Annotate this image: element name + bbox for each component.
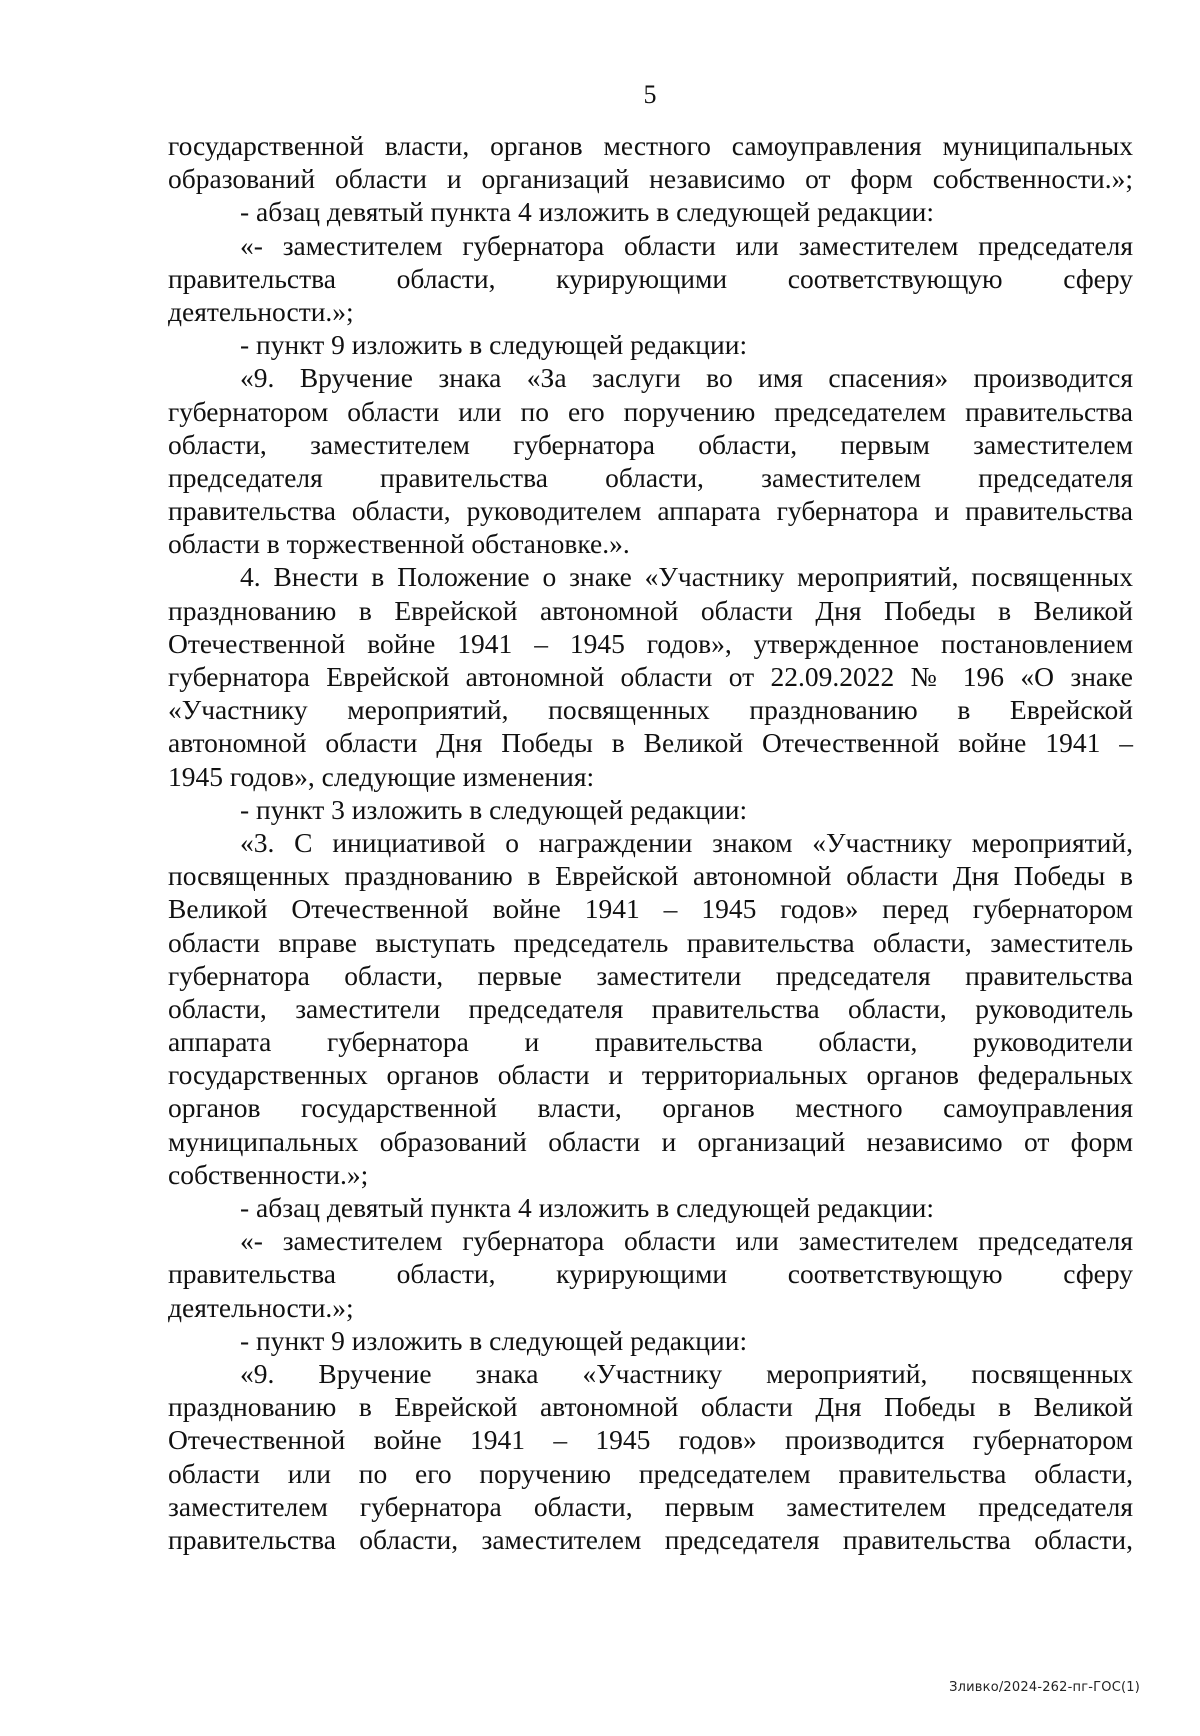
text-line: собственности.»;: [168, 1158, 369, 1190]
text-line: 4. Внести в Положение о знаке «Участнику мероприятий, посвященных: [240, 561, 1133, 593]
text-line: правительства области, курирующими соответствующую сферу: [168, 1258, 1133, 1290]
text-line: «- заместителем губернатора области или заместителем председателя: [240, 229, 1133, 261]
text-line: деятельности.»;: [168, 1291, 354, 1323]
text-line: автономной области Дня Победы в Великой Отечественной войне 1941 –: [168, 727, 1133, 759]
text-line: «Участнику мероприятий, посвященных празднованию в Еврейской: [168, 694, 1133, 726]
text-line: посвященных празднованию в Еврейской автономной области Дня Победы в: [168, 860, 1133, 892]
text-line: правительства области, курирующими соответствующую сферу: [168, 262, 1133, 294]
text-line: аппарата губернатора и правительства области, руководители: [168, 1026, 1133, 1058]
text-line: празднованию в Еврейской автономной области Дня Победы в Великой: [168, 594, 1133, 626]
text-line: области в торжественной обстановке.».: [168, 528, 630, 560]
text-line: - абзац девятый пункта 4 изложить в следующей редакции:: [240, 1192, 935, 1223]
text-line: «9. Вручение знака «Участнику мероприятий, посвященных: [240, 1357, 1133, 1389]
text-line: «3. С инициативой о награждении знаком «Участнику мероприятий,: [240, 826, 1133, 858]
text-line: председателя правительства области, заместителем председателя: [168, 461, 1133, 493]
text-line: муниципальных образований области и организаций независимо от форм: [168, 1125, 1133, 1157]
document-body: [168, 129, 1133, 1556]
document-code: Зливко/2024-262-пг-ГОС(1): [949, 1680, 1140, 1695]
text-line: области вправе выступать председатель правительства области, заместитель: [168, 926, 1133, 958]
text-line: Отечественной войне 1941 – 1945 годов» производится губернатором: [168, 1424, 1133, 1456]
text-line: правительства области, руководителем аппарата губернатора и правительства: [168, 495, 1133, 527]
text-line: губернатора области, первые заместители председателя правительства: [168, 959, 1133, 991]
text-line: Великой Отечественной войне 1941 – 1945 годов» перед губернатором: [168, 893, 1133, 925]
text-line: образований области и организаций независимо от форм собственности.»;: [168, 163, 1133, 195]
text-line: губернатором области или по его поручению председателем правительства: [168, 395, 1133, 427]
text-line: Отечественной войне 1941 – 1945 годов», утвержденное постановлением: [168, 627, 1133, 659]
text-line: губернатора Еврейской автономной области от 22.09.2022 № 196 «О знаке: [168, 661, 1133, 692]
text-line: государственной власти, органов местного самоуправления муниципальных: [168, 130, 1133, 161]
text-line: деятельности.»;: [168, 295, 354, 327]
text-line: празднованию в Еврейской автономной области Дня Победы в Великой: [168, 1391, 1133, 1423]
text-line: правительства области, заместителем председателя правительства области,: [168, 1523, 1133, 1555]
text-line: «- заместителем губернатора области или заместителем председателя: [240, 1225, 1133, 1257]
text-line: области, заместители председателя правительства области, руководитель: [168, 992, 1133, 1024]
text-line: - пункт 3 изложить в следующей редакции:: [240, 793, 748, 825]
text-line: - абзац девятый пункта 4 изложить в следующей редакции:: [240, 196, 935, 228]
text-line: - пункт 9 изложить в следующей редакции:: [240, 1324, 748, 1356]
text-line: 1945 годов», следующие изменения:: [168, 760, 595, 792]
text-line: органов государственной власти, органов местного самоуправления: [168, 1092, 1133, 1124]
text-line: области или по его поручению председателем правительства области,: [168, 1457, 1133, 1489]
text-line: области, заместителем губернатора области, первым заместителем: [168, 428, 1133, 460]
text-line: заместителем губернатора области, первым заместителем председателя: [168, 1490, 1133, 1522]
text-line: государственных органов области и территориальных органов федеральных: [168, 1059, 1133, 1091]
text-line: «9. Вручение знака «За заслуги во имя спасения» производится: [240, 362, 1133, 394]
text-line: - пункт 9 изложить в следующей редакции:: [240, 329, 748, 361]
page-number: 5: [643, 80, 657, 109]
